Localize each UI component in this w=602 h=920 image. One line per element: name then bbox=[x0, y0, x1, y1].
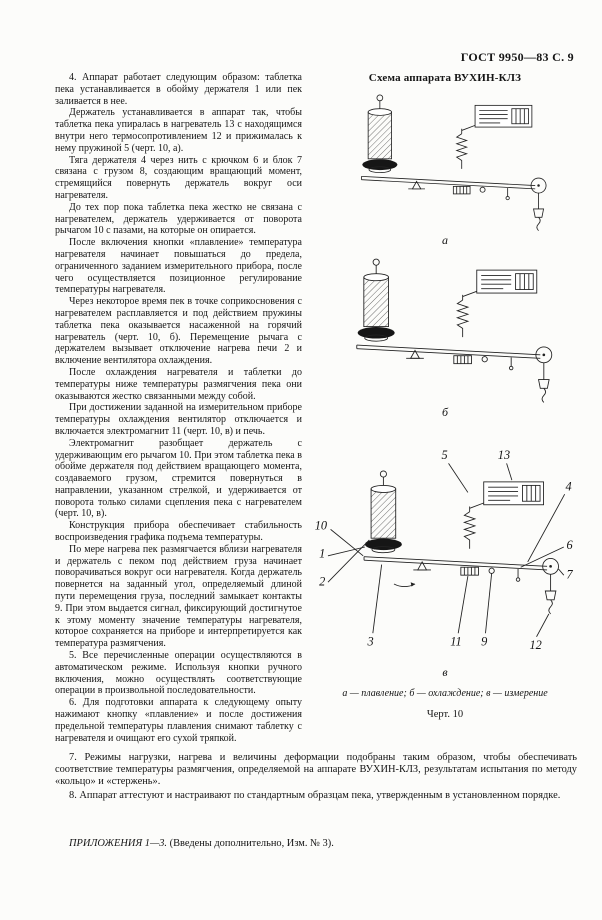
paragraph: Тяга держателя 4 через нить с крючком 6 и блок 7 связана с грузом 8, создающим вращающий момент, стремящийся повернуть держатель вокруг оси нагревателя. bbox=[55, 154, 302, 201]
paragraph: По мере нагрева пек размягчается вблизи нагревателя и держатель с пеком под действием груза начинает поворачиваться вокруг оси нагревателя. Когда держатель повернется на заданный угол, определяемый длиной пути перемещения груза, последний замыкает контакты 9. При этом выдается сигнал, фиксирующий достигнутое к этому моменту значение температуры нагревателя, которое сохраняется на приборе и интерпретируется как температура размягчения. bbox=[55, 543, 302, 650]
paragraph: До тех пор пока таблетка пека жестко не связана с нагревателем, держатель удерживается от поворота рычагом 10 с пазами, на которые он опирается. bbox=[55, 201, 302, 237]
apparatus-diagram-v bbox=[313, 428, 577, 678]
view-label-a: а bbox=[442, 233, 448, 247]
paragraph: Конструкция прибора обеспечивает стабильность воспроизведения графика подъема температуры. bbox=[55, 520, 302, 544]
paragraph: При достижении заданной на измерительном приборе температуры охлаждения вентилятор отключается и включается электромагнит 11 (черт. 10, в) и печь. bbox=[55, 402, 302, 437]
view-label-b: б bbox=[441, 405, 449, 419]
callout-12: 12 bbox=[529, 638, 542, 653]
callout-5: 5 bbox=[441, 448, 448, 462]
paragraph: 5. Все перечисленные операции осуществляются в автоматическом режиме. Используя кнопки ручного включения, можно осуществлять соответствующие операции в произвольной последовательности. bbox=[55, 650, 302, 697]
appendix-title: ПРИЛОЖЕНИЯ 1—3. bbox=[69, 838, 168, 849]
appendix-note bbox=[55, 838, 577, 849]
callout-9: 9 bbox=[481, 634, 488, 649]
figure-title: Схема аппарата ВУХИН-КЛЗ bbox=[368, 72, 522, 84]
paragraph: Электромагнит разобщает держатель с удерживающим его рычагом 10. При этом таблетка пека в обойме держателя под действием вращающего момента, создаваемого грузом, стремится повернуться в направлении, указанном стрелкой, и удерживается от поворота только силами сцепления пека с нагревателем (черт. 10, в). bbox=[55, 437, 302, 520]
callout-13: 13 bbox=[497, 448, 511, 462]
paragraph: Через некоторое время пек в точке соприкосновения с нагревателем расплавляется и под действием пружины таблетка пека оказывается насаженной на горячий нагреватель (черт. 10, б). Перемещение рычага с держателем вызывает отключение нагрева печи 2 и включение вентилятора охлаждения. bbox=[55, 296, 302, 367]
callout-7: 7 bbox=[566, 567, 573, 582]
callout-1: 1 bbox=[319, 546, 326, 561]
callout-11: 11 bbox=[450, 634, 462, 649]
callout-2: 2 bbox=[319, 574, 326, 589]
two-column-layout bbox=[55, 72, 577, 744]
paragraph: После включения кнопки «плавление» температура нагревателя начинает повышаться до предела, ограниченного заданием измерительного прибора, после чего осуществляется позиционное регулирование температуры нагревателя. bbox=[55, 237, 302, 296]
apparatus-schematic-b bbox=[321, 256, 569, 406]
body-text-column bbox=[55, 72, 302, 744]
callout-6: 6 bbox=[566, 537, 573, 552]
paragraph: После охлаждения нагревателя и таблетки до температуры ниже температуры размягчения пека они оказываются жестко связанными между собой. bbox=[55, 366, 302, 402]
callout-3: 3 bbox=[367, 634, 374, 649]
apparatus-schematic-a bbox=[321, 92, 569, 234]
footer-paragraph: 8. Аппарат аттестуют и настраивают по стандартным образцам пека, утвержденным в установленном порядке. bbox=[69, 789, 561, 801]
doc-reference: ГОСТ 9950—83 С. 9 bbox=[460, 50, 574, 64]
figure-caption: а — плавление; б — охлаждение; в — измерение bbox=[342, 688, 548, 699]
apparatus-diagram-a bbox=[313, 92, 577, 246]
appendix-rest: (Введены дополнительно, Изм. № 3). bbox=[167, 838, 334, 849]
view-label-v: в bbox=[442, 665, 448, 679]
drawing-number: Черт. 10 bbox=[426, 709, 464, 720]
apparatus-diagram-b bbox=[313, 256, 577, 418]
apparatus-schematic-v bbox=[313, 428, 577, 666]
footer-paragraph: 7. Режимы нагрузки, нагрева и величины деформации подобраны таким образом, чтобы обеспечивать соответствие температуры размягчения, определяемой на аппарате ВУХИН-КЛЗ, результатам испытания по методу «кольцо» и «стержень». bbox=[55, 752, 577, 788]
paragraph: 4. Аппарат работает следующим образом: таблетка пека устанавливается в обойму держателя 1 или пек заливается в нее. bbox=[55, 72, 302, 107]
footer-text-block bbox=[55, 752, 577, 803]
callout-10: 10 bbox=[314, 518, 328, 533]
paragraph: Держатель устанавливается в аппарат так, чтобы таблетка пека упиралась в нагреватель 13 с находящимся внутри него термосопротивлением 12 и прижималась к нему пружиной 5 (черт. 10, а). bbox=[55, 107, 302, 154]
callout-4: 4 bbox=[565, 479, 572, 494]
figure-column bbox=[313, 72, 577, 744]
paragraph: 6. Для подготовки аппарата к следующему опыту нажимают кнопку «плавление» и после достижения предельной температуры плавления снимают таблетку с нагревателя и очищают его сухой тряпкой. bbox=[55, 697, 302, 744]
